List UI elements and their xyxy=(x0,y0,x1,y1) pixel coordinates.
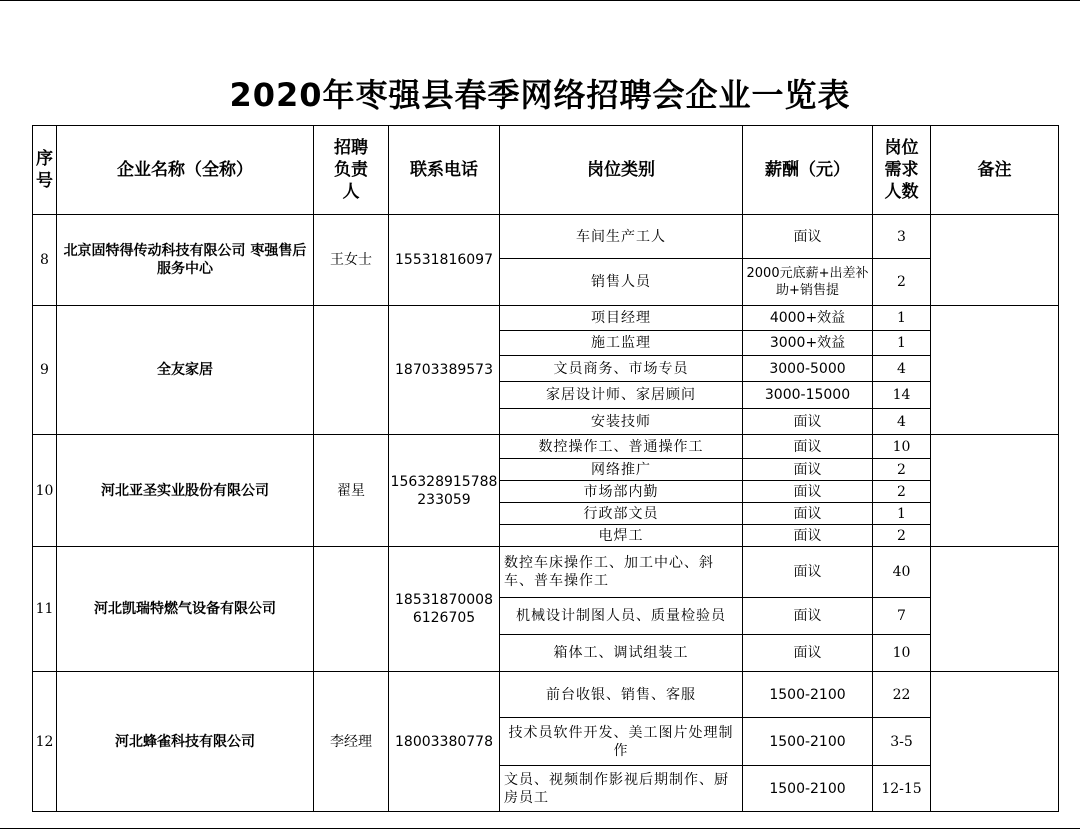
table-row xyxy=(33,547,1059,598)
count-cell: 10 xyxy=(873,435,931,459)
position-cell: 机械设计制图人员、质量检验员 xyxy=(500,598,743,635)
company-name-cell: 全友家居 xyxy=(57,306,314,435)
header-position: 岗位类别 xyxy=(500,126,743,215)
salary-cell: 面议 xyxy=(743,525,873,547)
count-cell: 1 xyxy=(873,503,931,525)
enterprise-table xyxy=(32,125,1059,812)
salary-cell: 1500-2100 xyxy=(743,766,873,812)
position-cell: 车间生产工人 xyxy=(500,215,743,259)
position-cell: 数控车床操作工、加工中心、斜车、普车操作工 xyxy=(500,547,743,598)
header-salary: 薪酬（元） xyxy=(743,126,873,215)
header-row xyxy=(33,126,1059,215)
count-cell: 22 xyxy=(873,672,931,718)
position-cell: 箱体工、调试组装工 xyxy=(500,635,743,672)
seq-cell: 8 xyxy=(33,215,57,306)
phone-cell: 18003380778 xyxy=(389,672,500,812)
count-cell: 14 xyxy=(873,382,931,409)
position-cell: 项目经理 xyxy=(500,306,743,331)
position-cell: 行政部文员 xyxy=(500,503,743,525)
phone-cell: 18531870008 6126705 xyxy=(389,547,500,672)
salary-cell: 面议 xyxy=(743,635,873,672)
remark-cell xyxy=(931,672,1059,812)
count-cell: 2 xyxy=(873,459,931,481)
count-cell: 2 xyxy=(873,525,931,547)
salary-cell: 1500-2100 xyxy=(743,672,873,718)
count-cell: 12-15 xyxy=(873,766,931,812)
position-cell: 销售人员 xyxy=(500,259,743,306)
remark-cell xyxy=(931,306,1059,435)
count-cell: 1 xyxy=(873,331,931,356)
salary-cell: 3000+效益 xyxy=(743,331,873,356)
company-name-cell: 北京固特得传动科技有限公司 枣强售后服务中心 xyxy=(57,215,314,306)
company-name-cell: 河北亚圣实业股份有限公司 xyxy=(57,435,314,547)
salary-cell: 3000-15000 xyxy=(743,382,873,409)
count-cell: 2 xyxy=(873,481,931,503)
salary-cell: 面议 xyxy=(743,459,873,481)
seq-cell: 10 xyxy=(33,435,57,547)
position-cell: 安装技师 xyxy=(500,409,743,435)
header-remark: 备注 xyxy=(931,126,1059,215)
position-cell: 家居设计师、家居顾问 xyxy=(500,382,743,409)
header-seq: 序号 xyxy=(33,126,57,215)
seq-cell: 11 xyxy=(33,547,57,672)
remark-cell xyxy=(931,435,1059,547)
salary-cell: 面议 xyxy=(743,409,873,435)
contact-cell: 王女士 xyxy=(314,215,389,306)
table-row xyxy=(33,435,1059,459)
salary-cell: 1500-2100 xyxy=(743,718,873,766)
count-cell: 40 xyxy=(873,547,931,598)
salary-cell: 2000元底薪+出差补助+销售提 xyxy=(743,259,873,306)
position-cell: 文员商务、市场专员 xyxy=(500,356,743,382)
count-cell: 4 xyxy=(873,356,931,382)
header-phone: 联系电话 xyxy=(389,126,500,215)
position-cell: 市场部内勤 xyxy=(500,481,743,503)
contact-cell: 翟星 xyxy=(314,435,389,547)
page-title: 2020年枣强县春季网络招聘会企业一览表 xyxy=(229,76,851,114)
bottom-rule xyxy=(0,828,1080,829)
count-cell: 10 xyxy=(873,635,931,672)
seq-cell: 9 xyxy=(33,306,57,435)
count-cell: 1 xyxy=(873,306,931,331)
count-cell: 7 xyxy=(873,598,931,635)
company-name-cell: 河北蜂雀科技有限公司 xyxy=(57,672,314,812)
count-cell: 3 xyxy=(873,215,931,259)
position-cell: 前台收银、销售、客服 xyxy=(500,672,743,718)
salary-cell: 面议 xyxy=(743,598,873,635)
table-row xyxy=(33,672,1059,718)
salary-cell: 面议 xyxy=(743,215,873,259)
position-cell: 技术员软件开发、美工图片处理制作 xyxy=(500,718,743,766)
salary-cell: 面议 xyxy=(743,547,873,598)
position-cell: 文员、视频制作影视后期制作、厨房员工 xyxy=(500,766,743,812)
header-company: 企业名称（全称） xyxy=(57,126,314,215)
count-cell: 3-5 xyxy=(873,718,931,766)
header-contact: 招聘负责人 xyxy=(314,126,389,215)
contact-cell xyxy=(314,547,389,672)
salary-cell: 面议 xyxy=(743,435,873,459)
position-cell: 施工监理 xyxy=(500,331,743,356)
remark-cell xyxy=(931,215,1059,306)
contact-cell xyxy=(314,306,389,435)
salary-cell: 面议 xyxy=(743,503,873,525)
position-cell: 网络推广 xyxy=(500,459,743,481)
position-cell: 数控操作工、普通操作工 xyxy=(500,435,743,459)
contact-cell: 李经理 xyxy=(314,672,389,812)
phone-cell: 15531816097 xyxy=(389,215,500,306)
remark-cell xyxy=(931,547,1059,672)
salary-cell: 3000-5000 xyxy=(743,356,873,382)
salary-cell: 面议 xyxy=(743,481,873,503)
position-cell: 电焊工 xyxy=(500,525,743,547)
header-count: 岗位需求人数 xyxy=(873,126,931,215)
salary-cell: 4000+效益 xyxy=(743,306,873,331)
phone-cell: 156328915788 233059 xyxy=(389,435,500,547)
count-cell: 2 xyxy=(873,259,931,306)
seq-cell: 12 xyxy=(33,672,57,812)
table-row xyxy=(33,215,1059,259)
table-row xyxy=(33,306,1059,331)
company-name-cell: 河北凯瑞特燃气设备有限公司 xyxy=(57,547,314,672)
top-rule xyxy=(0,0,1080,1)
count-cell: 4 xyxy=(873,409,931,435)
phone-cell: 18703389573 xyxy=(389,306,500,435)
